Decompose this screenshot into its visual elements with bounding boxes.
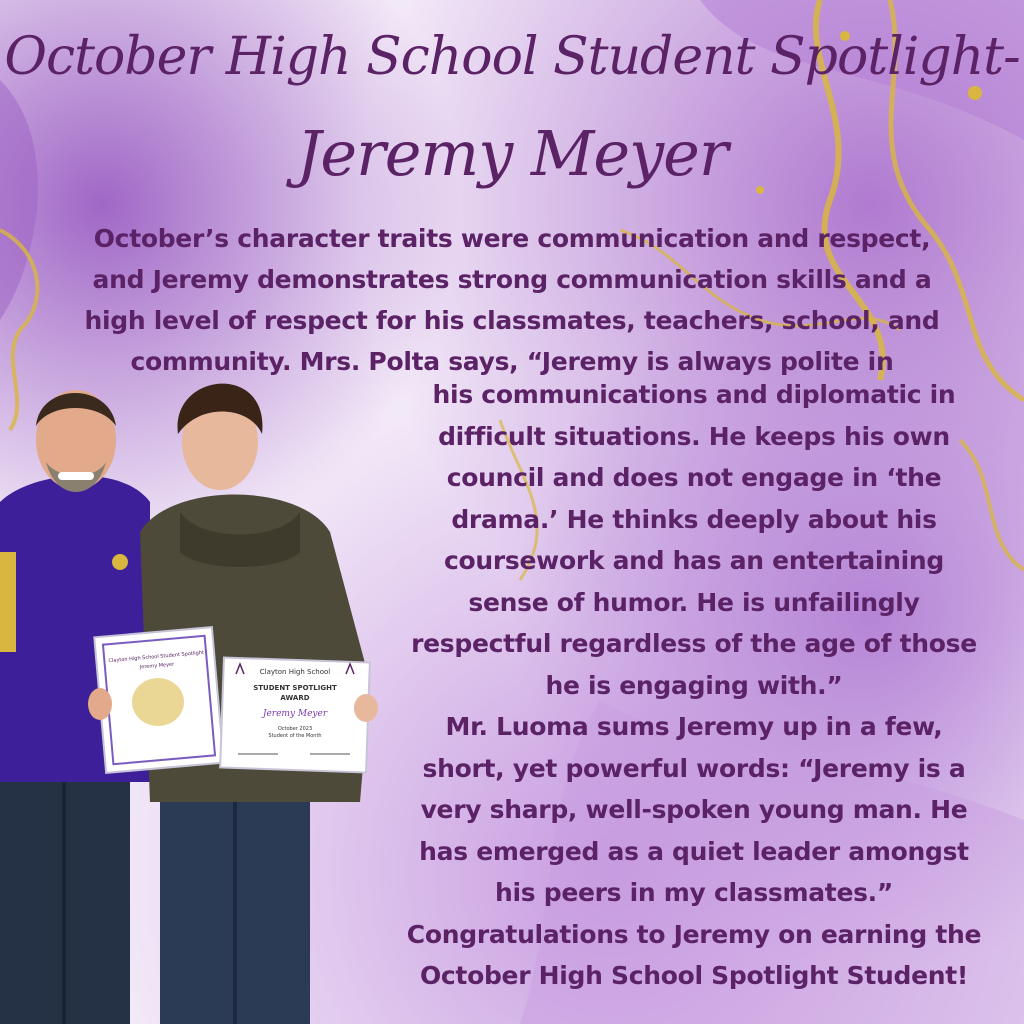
quote-line: respectful regardless of the age of those (411, 629, 977, 658)
intro-line: October’s character traits were communication and respect, (93, 224, 931, 253)
quote-line: he is engaging with.” (545, 670, 843, 700)
congratulations-line: October High School Spotlight Student! (419, 961, 969, 990)
quote-line: drama.’ He thinks deeply about his (451, 504, 937, 534)
quote-line: council and does not engage in ‘the (446, 463, 942, 492)
quote-line: short, yet powerful words: “Jeremy is a (422, 753, 966, 783)
certificate-recipient: Jeremy Meyer (262, 709, 328, 719)
quote-line: very sharp, well-spoken young man. He (420, 795, 968, 824)
title-line-2: Jeremy Meyer (296, 117, 728, 190)
certificate-school: Clayton High School (259, 668, 331, 676)
certificate-month: October 2023 (277, 726, 313, 732)
left-certificate (94, 627, 223, 773)
intro-paragraph (10, 218, 1014, 382)
certificate-award-line1: STUDENT SPOTLIGHT (253, 684, 337, 692)
intro-line: high level of respect for his classmates, teachers, school, and (84, 306, 940, 335)
quote-line: difficult situations. He keeps his own (438, 421, 950, 451)
intro-line: community. Mrs. Polta says, “Jeremy is always polite in (130, 347, 894, 376)
left-certificate-name: Jeremy Meyer (139, 661, 175, 671)
quote-line: his communications and diplomatic in (432, 380, 956, 409)
certificate-subtitle: Student of the Month (268, 733, 322, 739)
student-photo (0, 362, 380, 1024)
left-certificate-heading: Clayton High School Student Spotlight (108, 649, 205, 665)
quote-line: sense of humor. He is unfailingly (468, 587, 920, 617)
intro-line: and Jeremy demonstrates strong communication skills and a (92, 265, 932, 294)
quote-paragraph (368, 374, 1020, 997)
quote-line: his peers in my classmates.” (494, 878, 894, 907)
congratulations-line: Congratulations to Jeremy on earning the (406, 919, 982, 949)
right-certificate (220, 657, 370, 772)
certificate-award-line2: AWARD (280, 694, 310, 702)
quote-line: coursework and has an entertaining (443, 546, 945, 575)
title-line-1: October High School Student Spotlight- (4, 27, 1020, 87)
quote-line: has emerged as a quiet leader amongst (419, 836, 969, 866)
quote-line: Mr. Luoma sums Jeremy up in a few, (445, 712, 943, 741)
